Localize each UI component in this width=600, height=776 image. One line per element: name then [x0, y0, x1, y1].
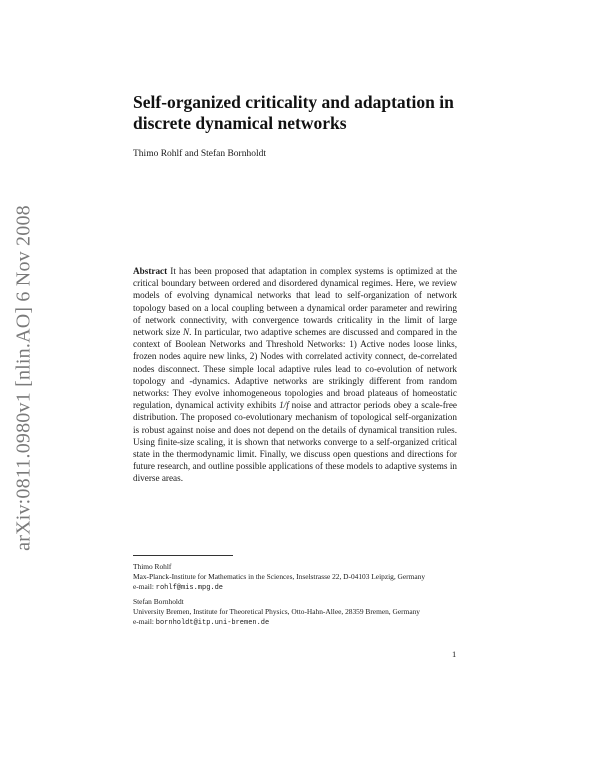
- affiliation-name: Thimo Rohlf: [133, 562, 172, 571]
- abstract-label: Abstract: [133, 266, 168, 276]
- email-label: e-mail:: [133, 617, 156, 627]
- abstract: [133, 265, 457, 485]
- arxiv-stamp: [4, 190, 44, 565]
- affiliation-address: University Bremen, Institute for Theoretical Physics, Otto-Hahn-Allee, 28359 Bremen, Germany: [133, 607, 421, 617]
- paper-title: Self-organized criticality and adaptation in discrete dynamical networks: [133, 92, 454, 133]
- arxiv-identifier: arXiv:0811.0980v1 [nlin.AO] 6 Nov 2008: [12, 204, 35, 551]
- math-symbol-n: N: [182, 327, 190, 338]
- affiliation-name: Stefan Bornholdt: [133, 597, 184, 606]
- affiliation-block: [133, 597, 463, 629]
- affiliation-email-line: [133, 617, 463, 628]
- affiliation-email-line: [133, 582, 463, 593]
- abstract-text-part-3: noise and attractor periods obey a scale-free distribution. The proposed co-evolutionary mechanism of topological self-organization is robust against noise and does not depend on the details of dynamical transition rules. Using finite-size scaling, it is shown that networks converge to a self-organized critical state in the thermodynamic limit. Finally, we discuss open questions and directions for future research, and outline possible applications of these models to adaptive systems in diverse areas.: [133, 400, 457, 484]
- email-address[interactable]: bornholdt@itp.uni-bremen.de: [155, 619, 270, 628]
- abstract-text-part-2: . In particular, two adaptive schemes are discussed and compared in the context of Boolean Networks and Threshold Networks: 1) Active nodes loose links, frozen nodes aquire new links, 2) Nodes with correlated activity connect, de-correlated nodes disconnect. These simple local adaptive rules lead to co-evolution of network topology and -dynamics. Adaptive networks are strikingly different from random networks: They evolve inhomogeneous topologies and broad plateaus of homeostatic regulation, dynamical activity exhibits: [133, 327, 458, 411]
- math-symbol-one-over-f: 1/f: [279, 400, 289, 411]
- email-address[interactable]: rohlf@mis.mpg.de: [155, 584, 223, 593]
- author-list: Thimo Rohlf and Stefan Bornholdt: [133, 149, 266, 159]
- page-number: 1: [452, 649, 457, 659]
- email-label: e-mail:: [133, 582, 156, 592]
- footnote-divider: [133, 555, 233, 556]
- affiliation-block: [133, 562, 463, 594]
- affiliation-address: Max-Planck-Institute for Mathematics in the Sciences, Inselstrasse 22, D-04103 Leipzig, Germany: [133, 572, 426, 582]
- abstract-text-part-1: It has been proposed that adaptation in complex systems is optimized at the critical boundary between ordered and disordered dynamical regimes. Here, we review models of evolving dynamical networks that lead to self-organization of network topology based on a local coupling between a dynamical order parameter and rewiring of network connectivity, with convergence towards criticality in the limit of large network size: [133, 266, 457, 338]
